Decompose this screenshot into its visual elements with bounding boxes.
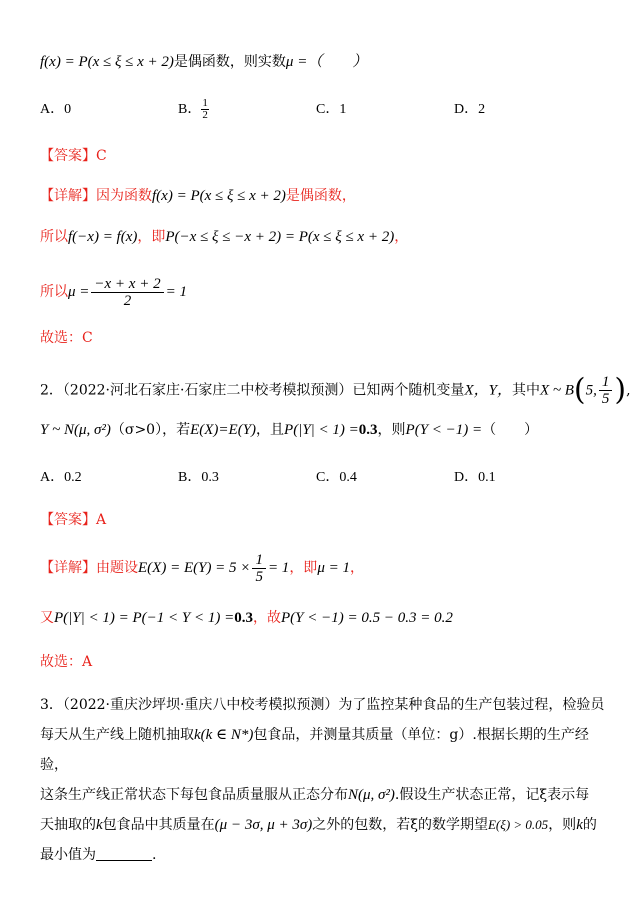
q1-answer-value: C [96, 148, 107, 164]
q2-vars: X，Y， [464, 382, 512, 399]
q2-number: 2．（2022·河北石家庄·石家庄二中校考模拟预测）已知两个随机变量 [40, 382, 465, 399]
q1-option-d: D．2 [454, 102, 486, 117]
q2-line2-val: 0.3 [358, 422, 378, 438]
q2-line2-mid: ，若 [162, 422, 191, 438]
q2-answer-value: A [96, 512, 107, 528]
q3-line5 [40, 840, 612, 870]
q2-mid: 其中 [511, 382, 540, 399]
q2-detail-den: 5 [255, 568, 263, 585]
q1-option-b-label: B． [178, 102, 202, 117]
q2-detail-fraction [252, 552, 266, 585]
q2-detail-math: E(X) = E(Y) = 5 × [138, 560, 251, 576]
q3-line1: 3．（2022·重庆沙坪坝·重庆八中校考模拟预测）为了监控某种食品的生产包装过程，检验员 [40, 697, 605, 713]
q3-line2-text2: 包食品，并测量其质量（单位：g）.根据长期的生产经验， [40, 727, 589, 773]
q1-detail3-math-pre: μ = [68, 284, 90, 300]
q2-detail-num: 1 [252, 552, 266, 569]
q1-detail3-text: 所以 [40, 284, 68, 300]
q1-detail-math: f(x) = P(x ≤ ξ ≤ x + 2) [152, 188, 286, 204]
q1-stem-text: 是偶函数，则实数 [173, 54, 286, 70]
q3-line3-text2: .假设生产状态正常，记ξ表示每 [394, 787, 590, 803]
q1-detail-tag: 【详解】 [40, 188, 96, 204]
q3-line5-text: 最小值为 [40, 847, 96, 863]
q1-detail-text2: 是偶函数， [285, 188, 356, 204]
q2-detail-line1 [40, 548, 612, 588]
q2-binom-a: 5, [585, 382, 597, 399]
q2-binom-num: 1 [599, 374, 613, 391]
q1-option-b [178, 98, 209, 121]
q2-line2-paren: （ ） [482, 422, 539, 438]
q2-detail2-text2: ，故 [252, 610, 281, 626]
q3-line4-math2: E(ξ) > 0.05 [487, 817, 549, 832]
q2-line2-then: ，则 [377, 422, 406, 438]
q1-option-b-den: 2 [202, 109, 208, 122]
q2-detail-line2 [40, 608, 612, 628]
q2-line2-p: P(|Y| < 1) = [284, 422, 359, 438]
q2-options [40, 466, 600, 490]
q2-detail-text3: ， [349, 560, 364, 576]
q2-line2-dist: Y ~ N(μ, σ²) [40, 422, 111, 438]
q3-line5-period: . [152, 847, 157, 863]
q1-detail2-text2: ，即 [137, 229, 166, 245]
q2-detail-text: 由题设 [96, 560, 138, 576]
q2-answer-tag: 【答案】 [40, 512, 96, 528]
q2-binom-den: 5 [601, 391, 610, 407]
q2-binom-fraction [599, 374, 613, 407]
q2-detail-math3: μ = 1 [317, 560, 350, 576]
q1-option-a: A．0 [40, 102, 72, 117]
q2-option-a: A．0.2 [40, 470, 82, 485]
q2-detail2-math: P(|Y| < 1) = P(−1 < Y < 1) = [54, 610, 235, 626]
q1-stem-math: f(x) = P(x ≤ ξ ≤ x + 2) [40, 54, 174, 70]
q3-stem [40, 690, 612, 870]
q1-detail3-den: 2 [123, 292, 132, 309]
q1-detail-text: 因为函数 [96, 188, 152, 204]
q1-answer [40, 146, 612, 166]
q2-conclusion: 故选：A [40, 654, 93, 670]
q1-detail2-text3: ， [394, 229, 409, 245]
q2-detail2-val: 0.3 [234, 610, 253, 626]
q2-stem-line2 [40, 420, 612, 440]
q1-detail-line1 [40, 186, 612, 206]
q3-line3 [40, 780, 612, 810]
q3-line4-k2: k [576, 817, 583, 833]
q1-detail2-math2: P(−x ≤ ξ ≤ −x + 2) = P(x ≤ ξ ≤ x + 2) [165, 229, 395, 245]
q3-line4-math: (μ − 3σ, μ + 3σ) [214, 817, 313, 833]
q2-option-d: D．0.1 [454, 470, 496, 485]
q2-stem-line1 [40, 372, 631, 408]
q2-dist-x: X ~ B [539, 382, 574, 399]
q1-detail-line2 [40, 227, 612, 247]
q1-conclusion: 故选：C [40, 330, 93, 346]
q3-line4 [40, 810, 612, 840]
q2-comma: , [626, 382, 631, 399]
q1-stem [40, 52, 612, 72]
q2-line2-ask: P(Y < −1) = [405, 422, 483, 438]
q2-detail-tag: 【详解】 [40, 560, 96, 576]
q2-detail2-math2: P(Y < −1) = 0.5 − 0.3 = 0.2 [280, 610, 453, 626]
q2-option-b: B．0.3 [178, 470, 219, 485]
q2-right-paren: ) [614, 372, 627, 408]
q3-line4-text: 天抽取的 [40, 817, 96, 833]
q3-line4-text2: 包食品中其质量在 [102, 817, 215, 833]
q2-left-paren: ( [573, 372, 586, 408]
q3-line4-text4: ，则 [548, 817, 577, 833]
q3-line2-math: k(k ∈ N*) [194, 727, 254, 743]
q3-line2-text: 每天从生产线上随机抽取 [40, 727, 194, 743]
q3-line2 [40, 720, 612, 780]
q1-detail-line3 [40, 272, 612, 312]
q1-answer-tag: 【答案】 [40, 148, 96, 164]
q3-line3-math: N(μ, σ²) [348, 787, 395, 803]
q1-options [40, 98, 600, 122]
q3-line4-text5: 的 [582, 817, 597, 833]
q2-line2-and: ，且 [256, 422, 285, 438]
q3-line3-text: 这条生产线正常状态下每包食品质量服从正态分布 [40, 787, 348, 803]
q2-option-c: C．0.4 [316, 470, 357, 485]
q1-detail2-math1: f(−x) = f(x) [68, 229, 138, 245]
q2-line2-e: E(X)=E(Y) [190, 422, 257, 438]
q1-detail2-text: 所以 [40, 229, 68, 245]
q2-detail2-text: 又 [40, 610, 54, 626]
q1-detail3-fraction [91, 276, 163, 309]
q1-stem-tail: μ =（ ） [285, 54, 368, 70]
q1-detail3-math-post: = 1 [165, 284, 187, 300]
answer-blank[interactable] [96, 846, 152, 861]
q3-line4-k: k [96, 817, 103, 833]
q2-answer [40, 510, 612, 530]
q2-detail-text2: ，即 [289, 560, 318, 576]
q1-detail3-num: −x + x + 2 [91, 276, 163, 293]
q2-line2-sigma: （σ>0） [110, 422, 163, 438]
q1-option-b-fraction [201, 98, 209, 121]
q3-line4-text3: 之外的包数，若ξ的数学期望 [312, 817, 488, 833]
q2-detail-math2: = 1 [267, 560, 290, 576]
q1-option-c: C．1 [316, 102, 347, 117]
q1-option-b-num: 1 [202, 97, 208, 110]
